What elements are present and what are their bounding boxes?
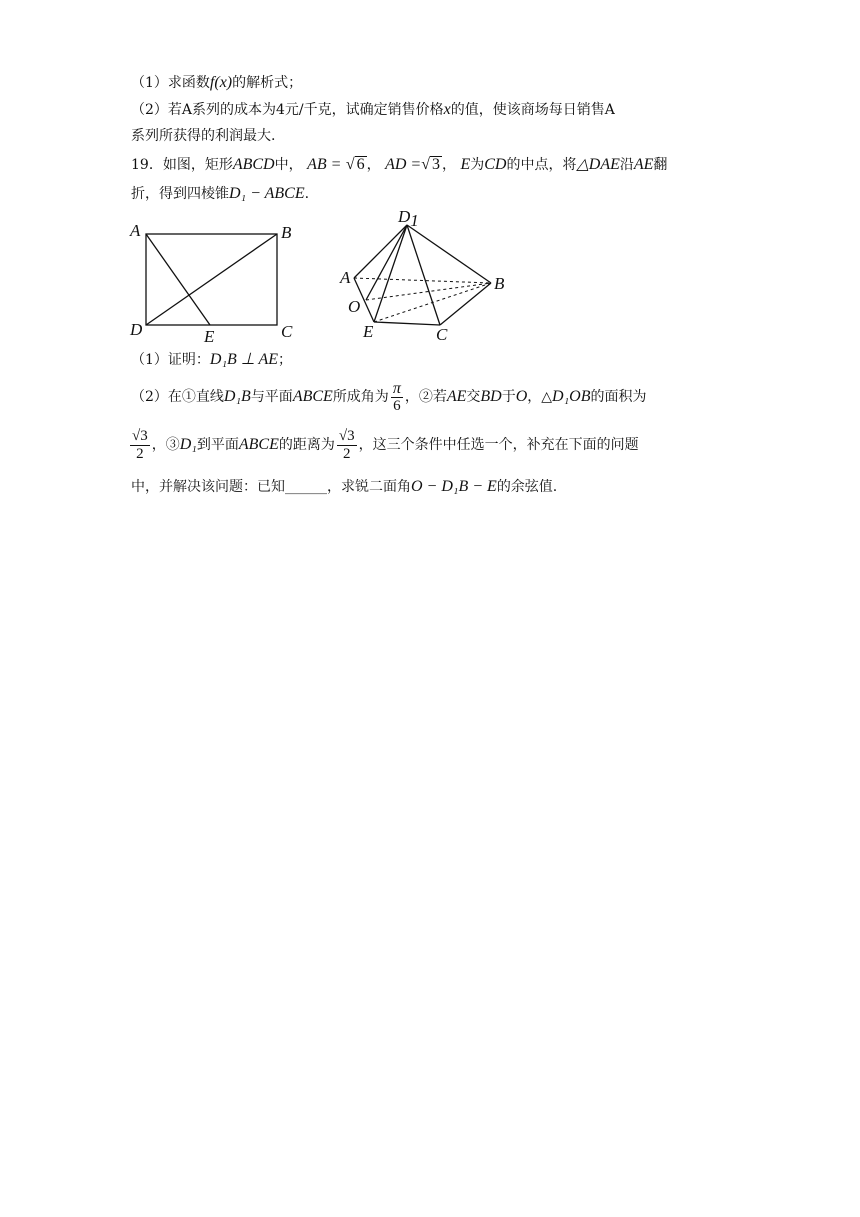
- q19-text: ，这三个条件中任选一个，补充在下面的问题: [358, 437, 639, 453]
- q19-sep: ，: [366, 157, 381, 173]
- rectangle-figure: [126, 218, 296, 346]
- hidden-edge-ab: [354, 278, 491, 283]
- edge-cb: [440, 283, 491, 325]
- q19-pyramid: D₁ − ABCE: [229, 185, 305, 202]
- q19-e: E: [460, 156, 471, 173]
- q19-text: 为: [470, 157, 485, 173]
- q19-bd: BD: [480, 388, 502, 405]
- q19-text: 中，: [274, 157, 303, 173]
- q18-part1-prefix: （1）求函数: [131, 75, 210, 91]
- label-c: C: [281, 322, 293, 341]
- q19-text: 如图，矩形: [162, 157, 233, 173]
- fraction-pi-over-6: $\frac{\pi}{6}$: [392, 379, 401, 414]
- q19-text: 于: [501, 389, 516, 405]
- q19-intro: 19．如图，矩形ABCD中， AB = √ 6 ， AD =√ 3 ， E为CD的中点，将△DAE沿AE翻: [131, 156, 668, 173]
- q19-ad: AD =: [385, 156, 422, 173]
- q19-part1-expr: D₁B ⊥ AE: [209, 351, 279, 368]
- pyramid-figure: [336, 205, 516, 345]
- q19-part1-suffix: ；: [278, 352, 293, 368]
- q18-part2-cont: 系列所获得的利润最大.: [131, 128, 276, 144]
- q19-text: 沿: [619, 157, 634, 173]
- segment-db: [146, 234, 277, 325]
- q19-ab-radicand: 6: [356, 156, 365, 173]
- fraction-sqrt3-over-2: $\frac{√3}{2}$: [132, 427, 148, 462]
- q19-sep: ，: [442, 157, 456, 173]
- label-d1: D1: [398, 207, 419, 230]
- q18-part2: [131, 99, 615, 121]
- label-e: E: [204, 327, 215, 346]
- q19-text: 交: [466, 389, 481, 405]
- q19-d1: D₁: [179, 436, 197, 453]
- q19-number: 19．: [131, 157, 163, 173]
- q18-part1-suffix: 的解析式；: [232, 75, 303, 91]
- q19-rect-name: ABCD: [232, 156, 275, 173]
- q19-text: 翻: [653, 157, 668, 173]
- q19-ab: AB =: [307, 156, 342, 173]
- q19-tri-d1ob: D₁OB: [552, 388, 591, 405]
- q19-text: 的面积为: [590, 389, 647, 405]
- q19-part1: [131, 349, 292, 371]
- q19-text: ，②若: [404, 389, 447, 405]
- edge-d1b: [407, 225, 491, 283]
- q19-dihedral-angle: O − D₁B − E: [411, 478, 497, 495]
- label-o: O: [348, 297, 361, 316]
- q19-ae: AE: [446, 388, 467, 405]
- edge-d1a: [354, 225, 407, 278]
- q19-text: 与平面: [250, 389, 293, 405]
- q19-o: O: [515, 388, 528, 405]
- q19-text: ，△: [527, 389, 553, 405]
- q19-intro-line2: [131, 183, 309, 205]
- q19-text: 的中点，将: [506, 157, 577, 173]
- q19-text: （2）在①直线: [131, 389, 224, 405]
- q19-text: 的距离为: [278, 437, 335, 453]
- label-d: D: [130, 320, 143, 339]
- q19-text: .: [304, 186, 310, 202]
- label-a: A: [130, 221, 141, 240]
- q19-text: 所成角为: [332, 389, 389, 405]
- label-e: E: [363, 322, 374, 341]
- q19-abce: ABCE: [238, 436, 279, 453]
- q19-part2-line1: [131, 374, 647, 420]
- label-c: C: [436, 325, 448, 344]
- q19-text: 折，得到四棱锥: [131, 186, 229, 202]
- q19-part2-line3: [131, 476, 557, 498]
- edge-d1c: [407, 225, 440, 325]
- q19-ad-radicand: 3: [432, 156, 440, 173]
- q19-text: 中，并解决该问题：已知______，求锐二面角: [131, 479, 411, 495]
- q19-triangle: △DAE: [576, 156, 620, 173]
- q19-text: ，③: [151, 437, 180, 453]
- edge-d1o: [366, 225, 407, 300]
- edge-ec: [374, 322, 440, 325]
- fraction-sqrt3-over-2: $\frac{√3}{2}$: [338, 427, 355, 462]
- hidden-edge-eb: [374, 283, 491, 322]
- label-b: B: [281, 223, 292, 242]
- label-a: A: [340, 268, 351, 287]
- q18-x: x: [443, 101, 451, 118]
- segment-ae: [146, 234, 210, 325]
- q19-abce: ABCE: [292, 388, 333, 405]
- q18-part2-a: （2）若A系列的成本为4元/千克，试确定销售价格: [131, 102, 444, 118]
- q18-part2-b: 的值，使该商场每日销售A: [450, 102, 615, 118]
- q19-text: 到平面: [196, 437, 239, 453]
- label-b: B: [494, 274, 505, 293]
- q19-text: 的余弦值.: [496, 479, 558, 495]
- q18-part1: [131, 72, 302, 94]
- q19-cd: CD: [484, 156, 507, 173]
- q18-fx: f(x): [209, 74, 233, 91]
- q19-ae: AE: [633, 156, 654, 173]
- q19-part2-line2: [128, 422, 639, 468]
- q19-part1-prefix: （1）证明：: [131, 352, 210, 368]
- edge-d1e: [374, 225, 407, 322]
- q19-d1b: D₁B: [223, 388, 251, 405]
